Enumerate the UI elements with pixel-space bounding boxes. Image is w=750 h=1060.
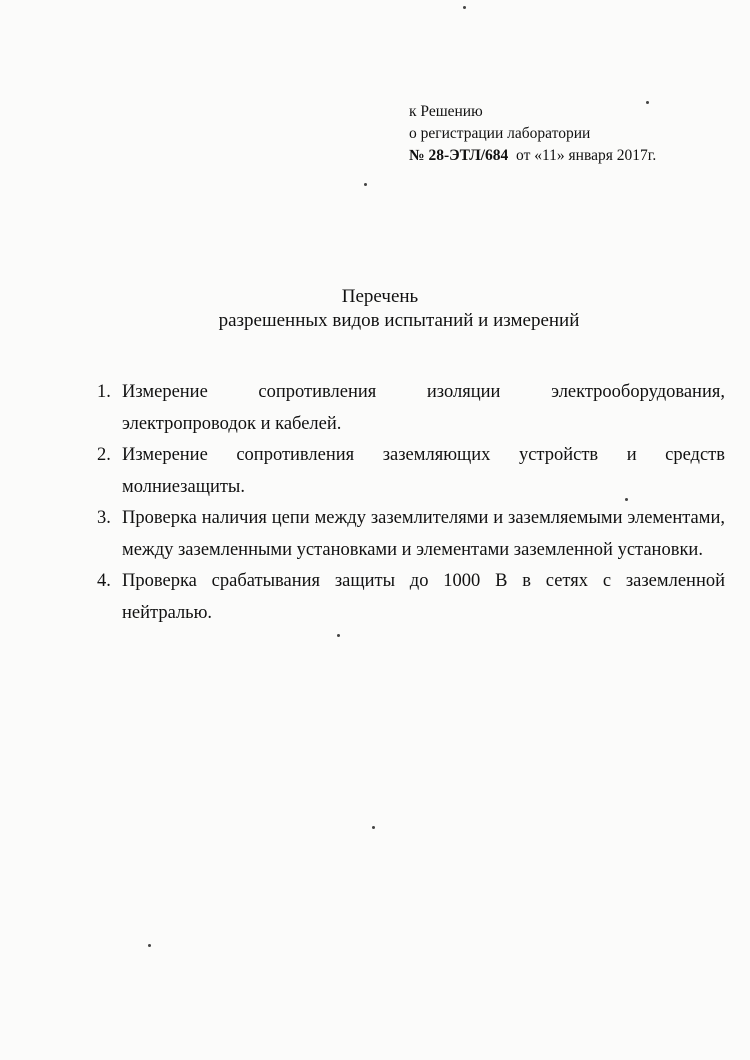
document-subtitle: разрешенных видов испытаний и измерений xyxy=(218,310,580,331)
list-item xyxy=(97,566,725,629)
registration-date: от «11» января 2017г. xyxy=(516,147,657,164)
annex-line-3 xyxy=(409,145,656,167)
list-item xyxy=(97,503,725,566)
document-title: Перечень xyxy=(341,286,419,307)
annex-line-2: о регистрации лаборатории xyxy=(409,125,591,142)
list-item-text: Измерение сопротивления заземляющих устройств и средств молниезащиты. xyxy=(122,445,725,497)
list-item xyxy=(97,377,725,440)
annex-line-1: к Решению xyxy=(409,103,483,120)
annex-reference xyxy=(409,101,656,167)
list-item-number: 3. xyxy=(97,508,111,528)
list-item-text: Проверка наличия цепи между заземлителями и заземляемыми элементами, между заземленными установками и элементами заземленной установки. xyxy=(122,508,725,560)
list-item-number: 1. xyxy=(97,382,111,402)
list-item-number: 2. xyxy=(97,445,111,465)
list-item xyxy=(97,440,725,503)
list-item-text: Измерение сопротивления изоляции электрооборудования, электропроводок и кабелей. xyxy=(122,382,725,434)
registration-number: № 28-ЭТЛ/684 xyxy=(409,147,509,164)
list-item-text: Проверка срабатывания защиты до 1000 В в сетях с заземленной нейтралью. xyxy=(122,571,725,623)
list-item-number: 4. xyxy=(97,571,111,591)
tests-list xyxy=(97,377,725,629)
